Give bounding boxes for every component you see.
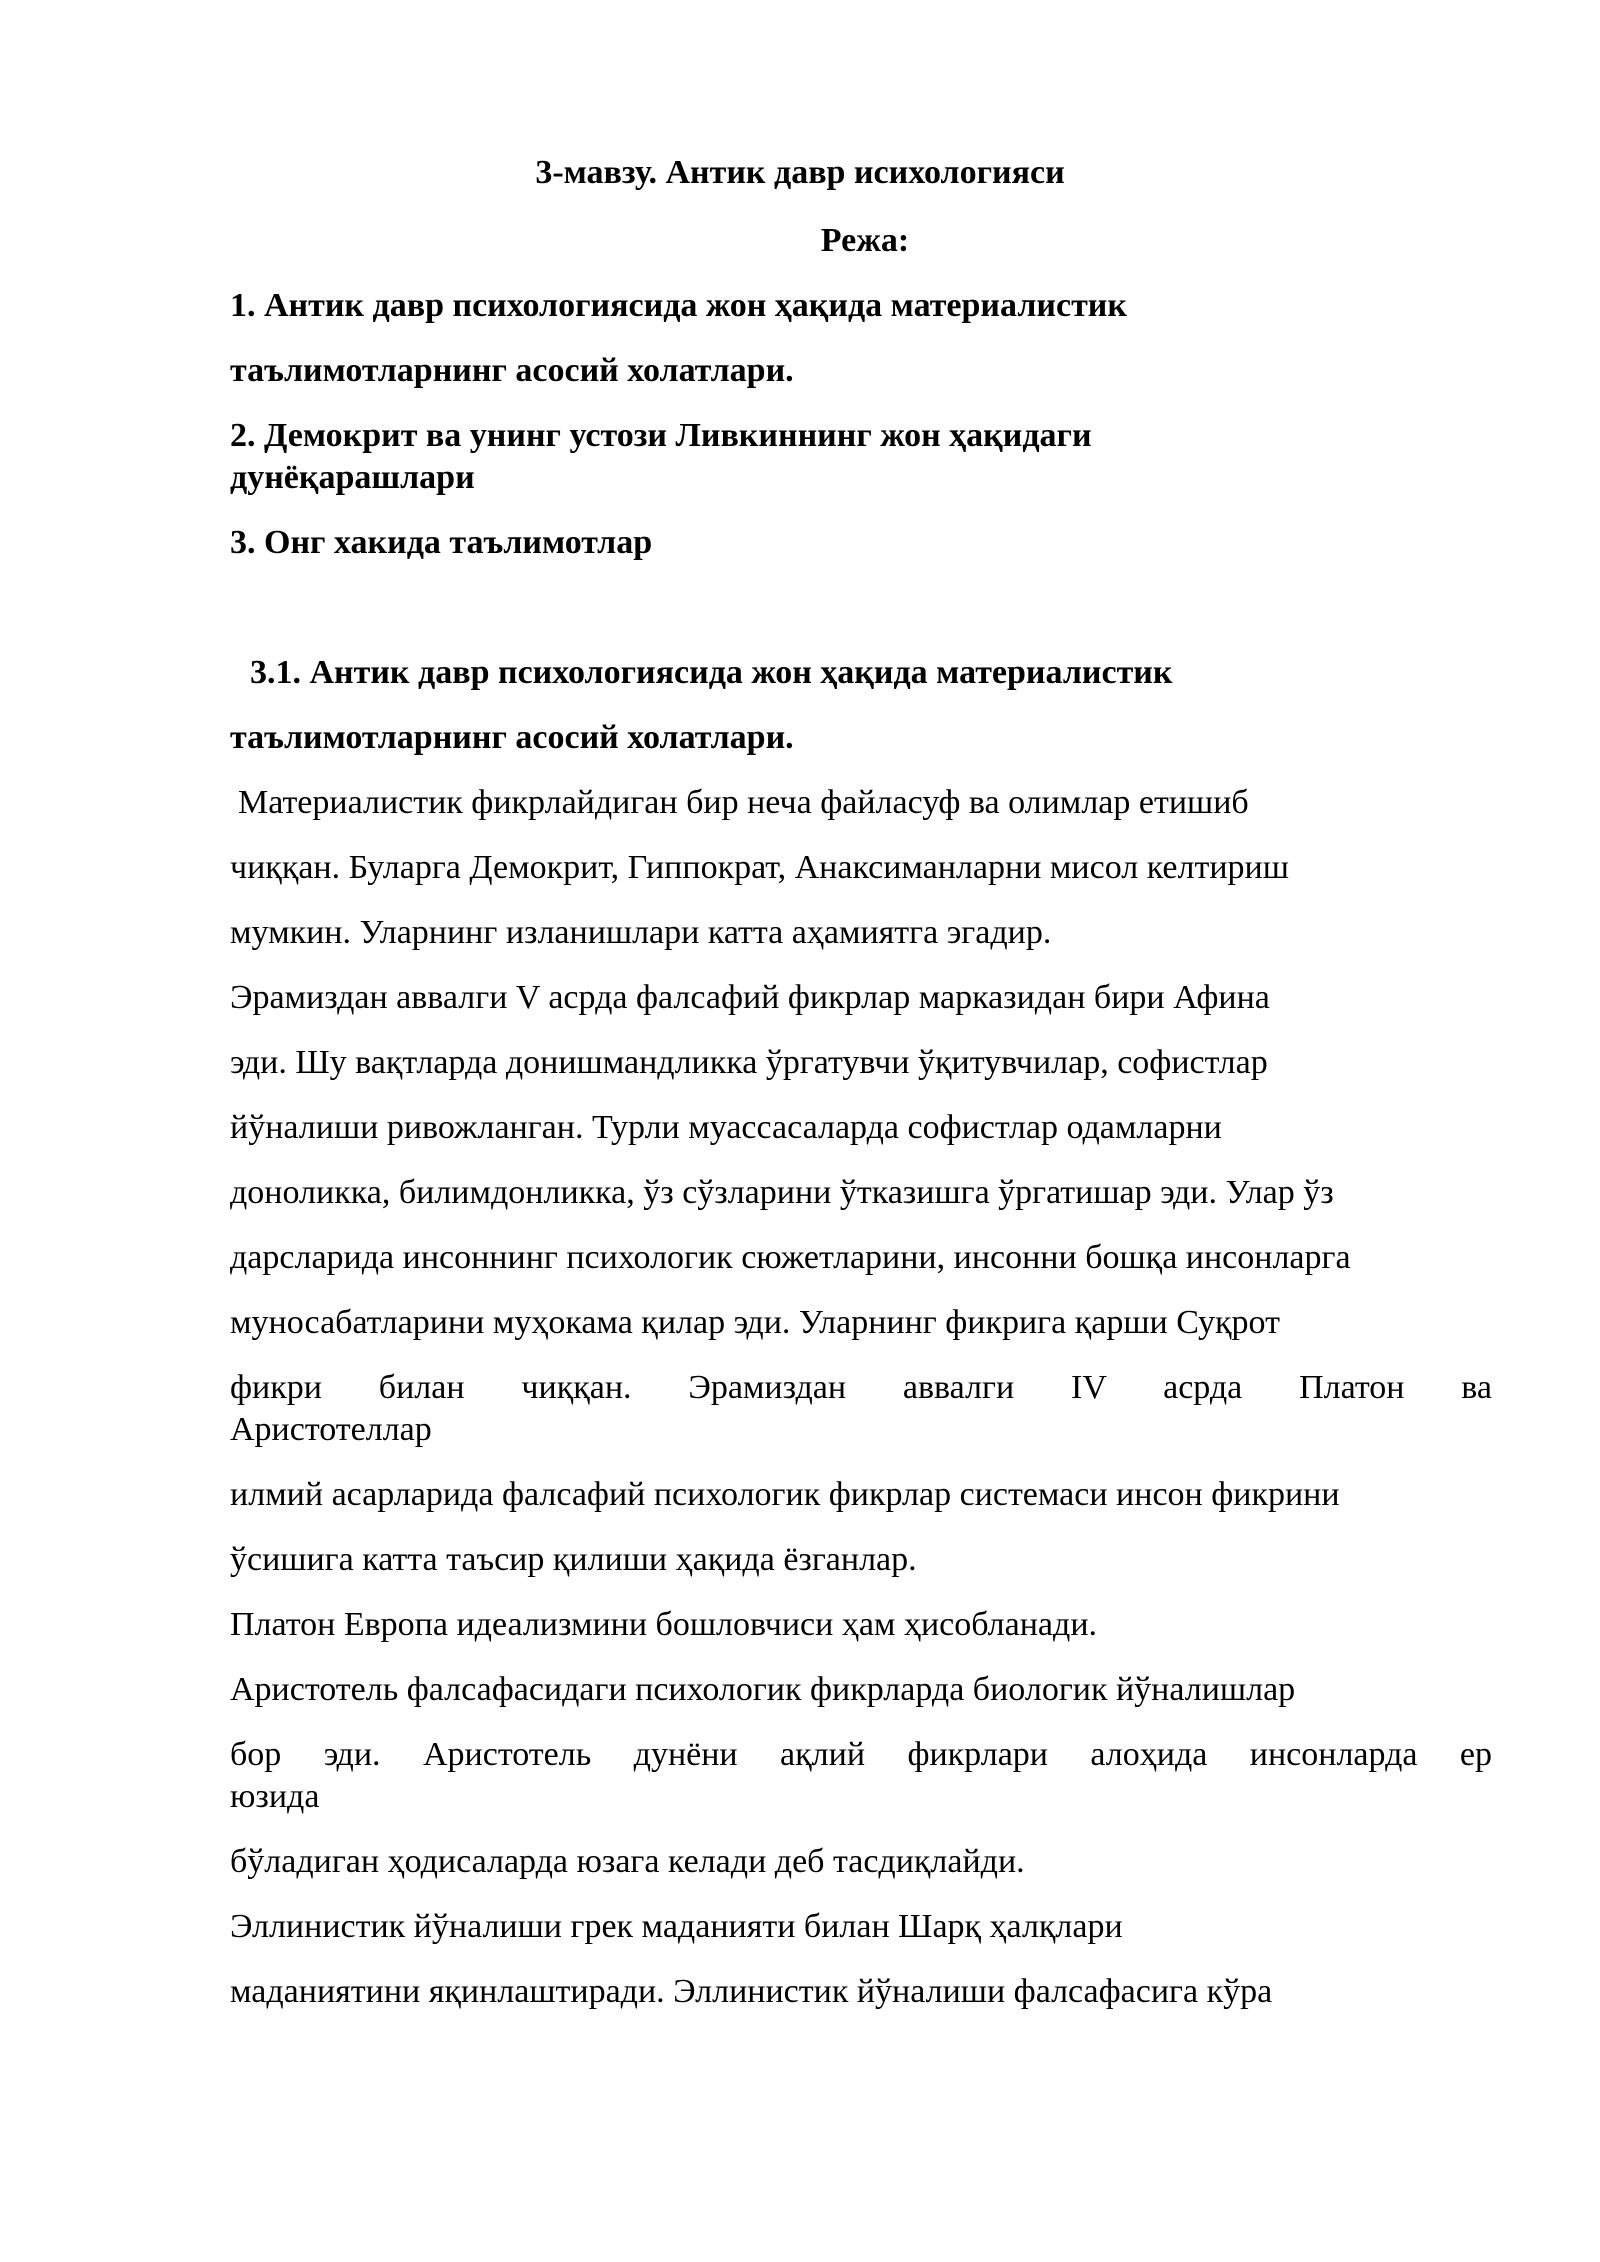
paragraph-line: Платон Европа идеализмини бошловчиси ҳам ҳисобланади. xyxy=(230,1606,1098,1643)
plan-item-2-continuation: дунёқарашлари xyxy=(230,459,475,496)
paragraph-line: бўладиган ҳодисаларда юзага келади деб тасдиқлайди. xyxy=(230,1843,1025,1880)
section-heading-continuation: таълимотларнинг асосий холатлари. xyxy=(230,719,794,756)
plan-item-1: 1. Антик давр психологиясида жон ҳақида материалистик xyxy=(230,287,1127,324)
section-heading: 3.1. Антик давр психологиясида жон ҳақида материалистик xyxy=(250,654,1173,691)
paragraph-line: илмий асарларида фалсафий психологик фикрлар системаси инсон фикрини xyxy=(230,1476,1340,1513)
paragraph-line: эди. Шу вақтларда донишмандликка ўргатувчи ўқитувчилар, софистлар xyxy=(230,1044,1268,1081)
paragraph-line: Эллинистик йўналиши грек маданияти билан Шарқ ҳалқлари xyxy=(230,1908,1123,1945)
plan-item-3: 3. Онг хакида таълимотлар xyxy=(230,524,653,561)
paragraph-line: юзида xyxy=(230,1778,320,1815)
paragraph-line: доноликка, билимдонликка, ўз сўзларини ўтказишга ўргатишар эди. Улар ўз xyxy=(230,1174,1334,1211)
paragraph-line: Аристотель фалсафасидаги психологик фикрларда биологик йўналишлар xyxy=(230,1671,1296,1708)
paragraph-line: Эрамиздан аввалги V асрда фалсафий фикрлар марказидан бири Афина xyxy=(230,979,1270,1016)
paragraph-line: муносабатларини муҳокама қилар эди. Уларнинг фикрига қарши Суқрот xyxy=(230,1304,1280,1341)
paragraph-line: маданиятини яқинлаштиради. Эллинистик йўналиши фалсафасига кўра xyxy=(230,1973,1273,2010)
paragraph-line: йўналиши ривожланган. Турли муассасаларда софистлар одамларни xyxy=(230,1109,1222,1146)
paragraph-line-justified: бор эди. Аристотель дунёни ақлий фикрлари алоҳида инсонларда ер xyxy=(230,1736,1492,1773)
paragraph-line: мумкин. Уларнинг изланишлари катта аҳамиятга эгадир. xyxy=(230,914,1052,951)
plan-item-2: 2. Демокрит ва унинг устози Ливкиннинг жон ҳақидаги xyxy=(230,417,1092,454)
paragraph-line: Материалистик фикрлайдиган бир неча файласуф ва олимлар етишиб xyxy=(238,784,1249,821)
plan-heading: Режа: xyxy=(820,222,910,259)
paragraph-line: чиққан. Буларга Демокрит, Гиппократ, Анаксиманларни мисол келтириш xyxy=(230,849,1289,886)
paragraph-line: дарсларида инсоннинг психологик сюжетларини, инсонни бошқа инсонларга xyxy=(230,1239,1351,1276)
paragraph-line: ўсишига катта таъсир қилиши ҳақида ёзганлар. xyxy=(230,1541,917,1578)
paragraph-line: Аристотеллар xyxy=(230,1411,432,1448)
paragraph-line-justified: фикри билан чиққан. Эрамиздан аввалги IV асрда Платон ва xyxy=(230,1369,1492,1406)
document-title: 3-мавзу. Антик давр исихологияси xyxy=(535,154,1065,191)
plan-item-1-continuation: таълимотларнинг асосий холатлари. xyxy=(230,352,794,389)
